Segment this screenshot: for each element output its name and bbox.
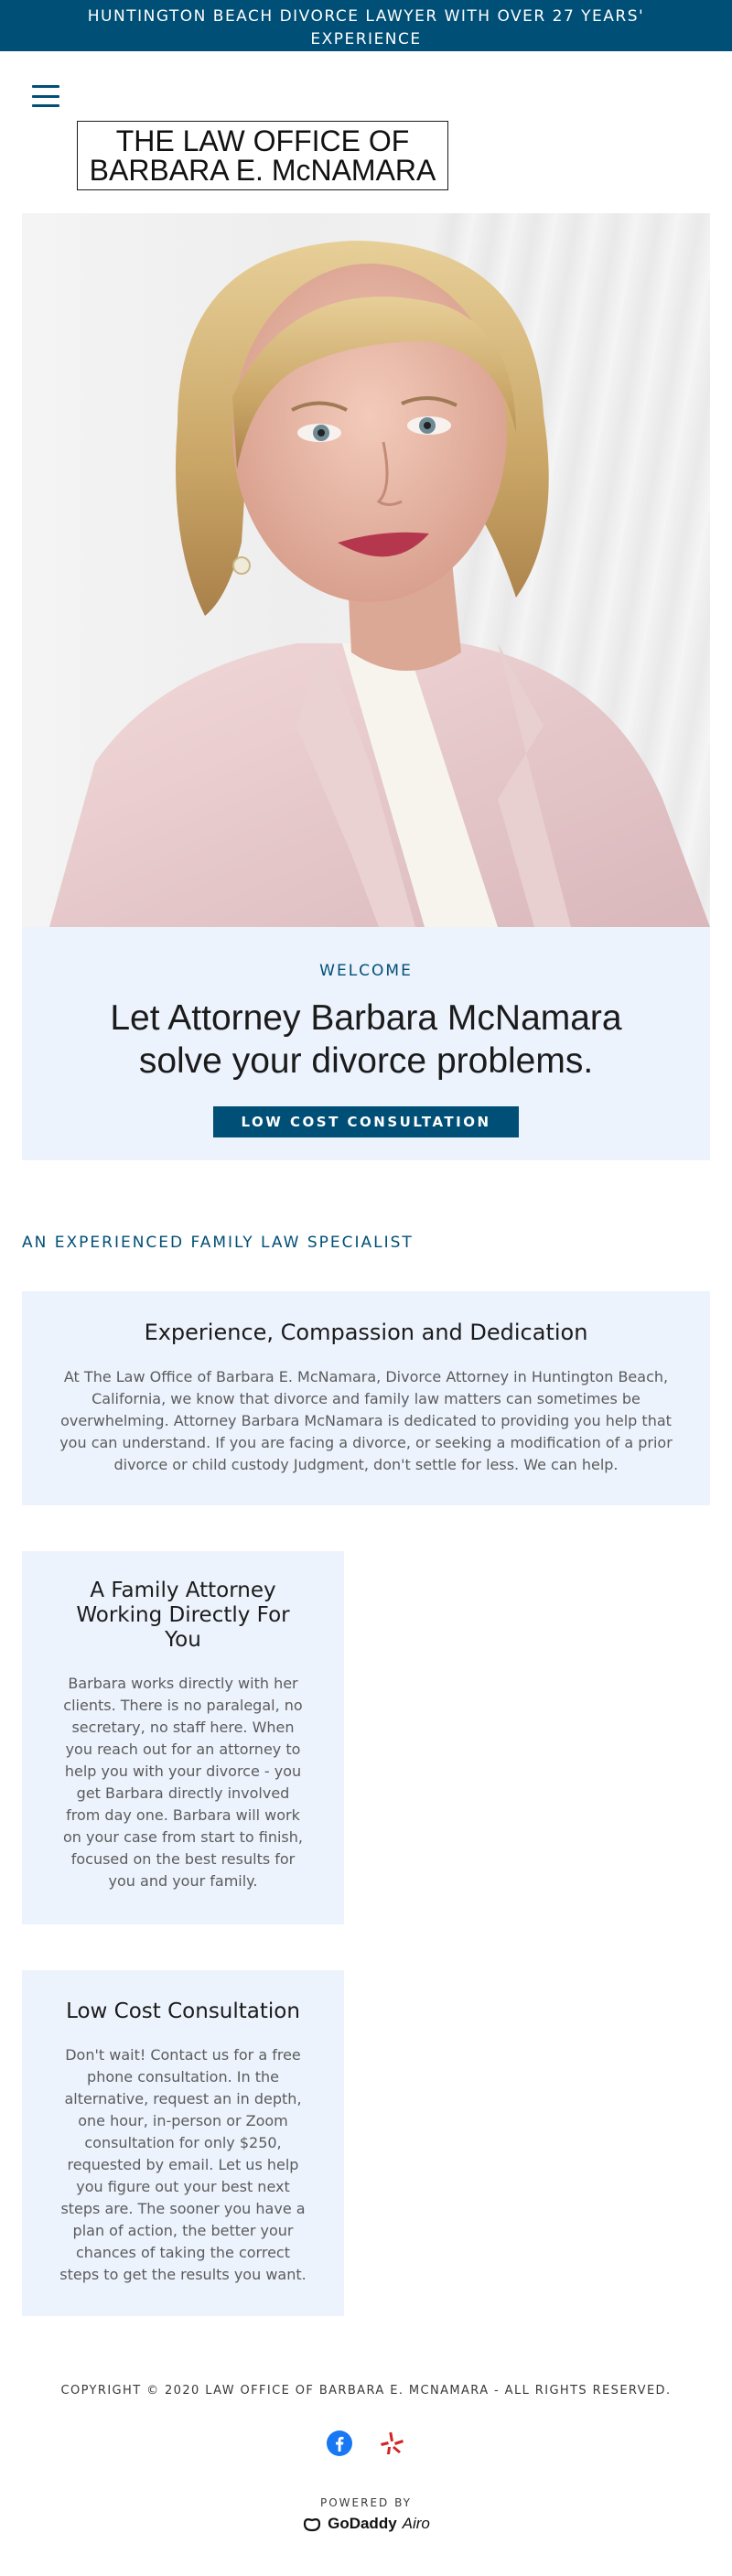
experience-card-body: At The Law Office of Barbara E. McNamara, Divorce Attorney in Huntington Beach, California, we know that divorce and family law matters can sometimes be overwhelming. Attorney Barbara McNamara is dedicated to providing you help that you can understand. If you are facing a divorce, or seeking a modification of a prior divorce or child custody Judgment, don't settle for less. We can help.: [59, 1368, 673, 1473]
consultation-card: [22, 1970, 344, 2316]
hero-heading-line-1: Let Attorney Barbara McNamara: [110, 998, 622, 1038]
social-links: [0, 2430, 732, 2456]
logo-line-2: BARBARA E. McNAMARA: [89, 154, 436, 187]
hero-heading: [22, 997, 710, 1083]
hamburger-menu-icon[interactable]: [32, 85, 59, 107]
family-attorney-card: [22, 1551, 344, 1924]
hero-panel: [22, 927, 710, 1160]
yelp-icon[interactable]: [380, 2430, 405, 2456]
announcement-text: HUNTINGTON BEACH DIVORCE LAWYER WITH OVER 27 YEARS' EXPERIENCE: [87, 7, 645, 49]
powered-by-label: POWERED BY: [319, 2496, 412, 2509]
godaddy-airo-logo[interactable]: [0, 2515, 732, 2533]
experience-card-title: Experience, Compassion and Dedication: [144, 1320, 588, 1345]
godaddy-logo-icon: [302, 2516, 322, 2532]
family-attorney-card-title: A Family Attorney Working Directly For You: [76, 1579, 290, 1652]
copyright-text: COPYRIGHT © 2020 LAW OFFICE OF BARBARA E. MCNAMARA - ALL RIGHTS RESERVED.: [60, 2384, 672, 2398]
consultation-card-title: Low Cost Consultation: [66, 1999, 300, 2023]
brand-suffix: Airo: [402, 2515, 430, 2532]
logo-line-1: THE LAW OFFICE OF: [115, 124, 410, 157]
low-cost-consultation-button[interactable]: LOW COST CONSULTATION: [213, 1106, 519, 1137]
attorney-portrait-photo: [22, 213, 710, 927]
site-header: [0, 0, 732, 187]
site-logo[interactable]: [77, 121, 448, 190]
hero-heading-line-2: solve your divorce problems.: [138, 1041, 594, 1081]
welcome-eyebrow: WELCOME: [319, 962, 413, 980]
experience-card: [22, 1291, 710, 1505]
brand-name: GoDaddy: [328, 2515, 397, 2532]
facebook-icon[interactable]: [327, 2430, 352, 2456]
section-eyebrow: AN EXPERIENCED FAMILY LAW SPECIALIST: [22, 1234, 414, 1252]
family-attorney-card-body: Barbara works directly with her clients. There is no paralegal, no secretary, no staff here. When you reach out for an attorney to help you with your divorce - you get Barbara directly involved from day one. Barbara will work on your case from start to finish, focused on the best results for you and your family.: [63, 1675, 303, 1890]
consultation-card-body: Don't wait! Contact us for a free phone consultation. In the alternative, request an in depth, one hour, in-person or Zoom consultation for only $250, requested by email. Let us help you figure out your best next steps are. The sooner you have a plan of action, the better your chances of taking the correct steps to get the results you want.: [59, 2046, 307, 2283]
